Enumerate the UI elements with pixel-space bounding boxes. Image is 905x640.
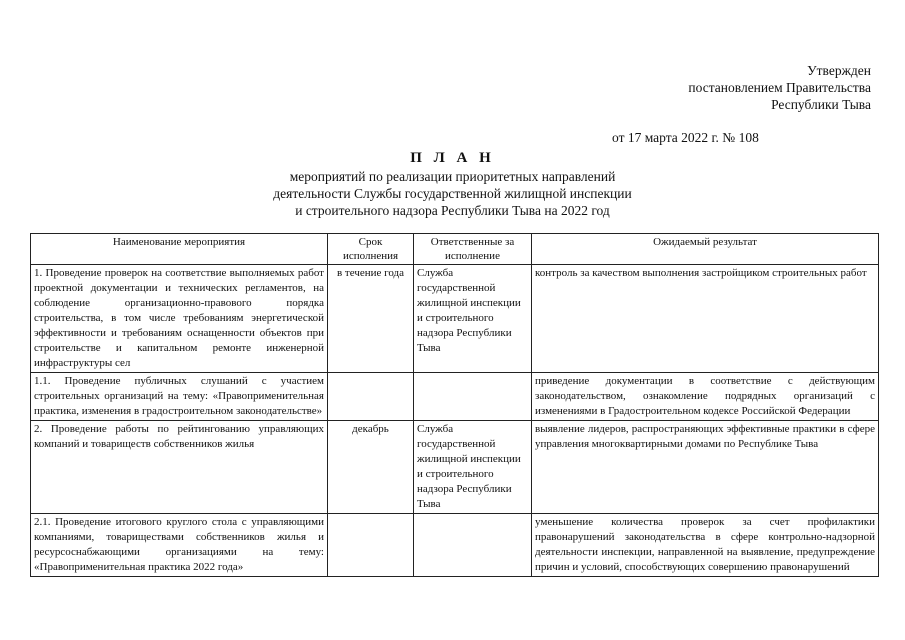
- table-row: [31, 265, 879, 373]
- approval-date: от 17 марта 2022 г. № 108: [612, 130, 759, 145]
- row-name: 2.1. Проведение итогового круглого стола с управляющими компаниями, товариществами собственников жилья и ресурсоснабжающими организациями на тему: «Правоприменительная практика 2022 года»: [31, 514, 328, 577]
- approval-line-2: постановлением Правительства: [688, 80, 871, 95]
- approval-line-1: Утвержден: [807, 63, 871, 78]
- row-name: 2. Проведение работы по рейтингованию управляющих компаний и товариществ собственников жилья: [31, 421, 328, 514]
- subtitle-line-1: мероприятий по реализации приоритетных направлений: [289, 169, 616, 184]
- subtitle-line-3: и строительного надзора Республики Тыва на 2022 год: [295, 203, 610, 218]
- row-responsible: [414, 514, 532, 577]
- row-term: [328, 373, 414, 421]
- approval-block: [631, 62, 871, 113]
- row-result: контроль за качеством выполнения застройщиком строительных работ: [532, 265, 879, 373]
- approval-line-3: Республики Тыва: [771, 97, 871, 112]
- table-row: [31, 421, 879, 514]
- row-result: приведение документации в соответствие с действующим законодательством, ознакомление подрядных организаций с изменениями в Градостроительном кодексе Российской Федерации: [532, 373, 879, 421]
- row-responsible: [414, 373, 532, 421]
- plan-table: [30, 233, 879, 577]
- row-term: декабрь: [328, 421, 414, 514]
- subtitle-line-2: деятельности Службы государственной жилищной инспекции: [273, 186, 632, 201]
- row-result: выявление лидеров, распространяющих эффективные практики в сфере управления многоквартирными домами по Республике Тыва: [532, 421, 879, 514]
- table-row: [31, 514, 879, 577]
- row-responsible: Служба государственной жилищной инспекции и строительного надзора Республики Тыва: [414, 421, 532, 514]
- table-header-row: [31, 234, 879, 265]
- header-name: Наименование мероприятия: [31, 234, 328, 265]
- row-term: [328, 514, 414, 577]
- header-responsible: Ответственные за исполнение: [414, 234, 532, 265]
- row-term: в течение года: [328, 265, 414, 373]
- document-title: П Л А Н: [410, 150, 495, 166]
- document-subtitle: [0, 168, 905, 219]
- header-term: Срок исполнения: [328, 234, 414, 265]
- row-name: 1.1. Проведение публичных слушаний с участием строительных организаций на тему: «Правоприменительная практика, изменения в градостроительном законодательстве»: [31, 373, 328, 421]
- row-responsible: Служба государственной жилищной инспекции и строительного надзора Республики Тыва: [414, 265, 532, 373]
- table-row: [31, 373, 879, 421]
- header-result: Ожидаемый результат: [532, 234, 879, 265]
- row-name: 1. Проведение проверок на соответствие выполняемых работ проектной документации и технических регламентов, на соблюдение организационно-правового порядка строительства, в том числе требованиям энергетической эффективности и требованиям оснащенности объектов при строительстве и капитальном ремонте инженерной инфраструктуры сел: [31, 265, 328, 373]
- row-result: уменьшение количества проверок за счет профилактики правонарушений законодательства в сфере контрольно-надзорной деятельности инспекции, направленной на выявление, предупреждение причин и условий, способствующих совершению правонарушений: [532, 514, 879, 577]
